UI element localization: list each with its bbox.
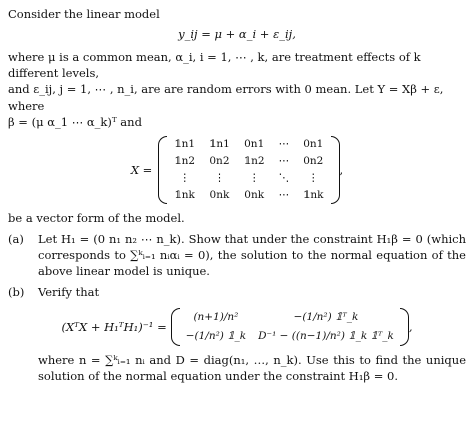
matrix-row (167, 170, 330, 187)
matrix-cell: ⋯ (278, 189, 290, 202)
matrix-cell: 0n1 (244, 138, 265, 151)
part-a (8, 231, 466, 280)
matrix-cell: 𝟙n1 (174, 138, 196, 151)
matrix-cell: 𝟙n1 (209, 138, 230, 151)
inverse-matrix (171, 308, 409, 346)
part-b (8, 284, 466, 300)
matrix-cell: −(1/n²) 𝟙ᵀ_k (293, 310, 359, 323)
matrix-cell: ⋱ (278, 172, 290, 185)
matrix-cell: ⋮ (214, 172, 225, 185)
part-b-intro: Verify that (38, 284, 100, 299)
definitions-line-1: where μ is a common mean, α_i, i = 1, ⋯ , k, are treatment effects of k different levels, (8, 49, 421, 80)
matrix-row (167, 153, 330, 170)
matrix-cell: ⋯ (278, 138, 290, 151)
matrix-cell: 0n2 (209, 155, 230, 168)
part-a-label: (a) (8, 231, 24, 246)
part-b-text: where n = ∑ᵏᵢ₌₁ nᵢ and D = diag(n₁, …, n_k). Use this to find the unique solution of the normal equation under the constraint H₁β = 0. (38, 352, 466, 384)
left-paren (171, 308, 180, 346)
matrix-cell: 𝟙n2 (174, 155, 196, 168)
model-equation-text: y_ij = μ + α_i + ε_ij, (178, 27, 296, 42)
matrix-cell: ⋮ (248, 172, 260, 185)
matrix-cell: 0nk (244, 189, 265, 202)
matrix-lhs: X = (130, 163, 153, 178)
design-matrix (158, 136, 339, 204)
matrix-cell: 0nk (209, 189, 230, 202)
right-paren (331, 136, 340, 204)
matrix-cell: 0n2 (303, 155, 324, 168)
matrix-cell: 𝟙n2 (243, 155, 265, 168)
matrix-cell: (n+1)/n² (193, 310, 239, 323)
intro-text: Consider the linear model (8, 7, 160, 21)
matrix-row (180, 327, 400, 346)
matrix-cell: ⋮ (179, 172, 190, 185)
matrix-cell: ⋯ (278, 155, 290, 168)
part-b-label: (b) (8, 284, 25, 299)
inverse-equation-lhs: (XᵀX + H₁ᵀH₁)⁻¹ = (61, 319, 167, 334)
right-paren (400, 308, 409, 346)
vector-form-text: be a vector form of the model. (8, 211, 185, 226)
inverse-trailing: , (408, 319, 413, 334)
matrix-cell: ⋮ (308, 172, 319, 185)
inverse-matrix-table (180, 308, 400, 346)
part-b-conclusion (8, 352, 466, 385)
model-equation (8, 26, 466, 42)
design-matrix-block (8, 136, 466, 204)
matrix-cell: −(1/n²) 𝟙_k (185, 329, 247, 342)
matrix-row (167, 136, 330, 153)
matrix-row (167, 187, 330, 204)
matrix-cell: D⁻¹ − ((n−1)/n²) 𝟙_k 𝟙ᵀ_k (258, 329, 394, 342)
part-a-text: Let H₁ = (0 n₁ n₂ ⋯ n_k). Show that under the constraint H₁β = 0 (which corresponds to ∑ᵏᵢ₌₁ nᵢαᵢ = 0), the solution to the normal equation of the above linear model is unique. (38, 231, 466, 279)
design-matrix-table (167, 136, 330, 204)
matrix-row (180, 308, 400, 327)
definitions-line-2: and ε_ij, j = 1, ⋯ , n_i, are are random errors with 0 mean. Let Y = Xβ + ε, where (8, 82, 444, 113)
left-paren (158, 136, 167, 204)
matrix-cell: 0n1 (303, 138, 324, 151)
matrix-cell: 𝟙nk (303, 189, 324, 202)
matrix-cell: 𝟙nk (174, 189, 195, 202)
matrix-trailing: , (339, 163, 344, 178)
inverse-equation (8, 308, 466, 346)
definitions-line-3: β = (μ α_1 ⋯ α_k)ᵀ and (8, 114, 142, 129)
